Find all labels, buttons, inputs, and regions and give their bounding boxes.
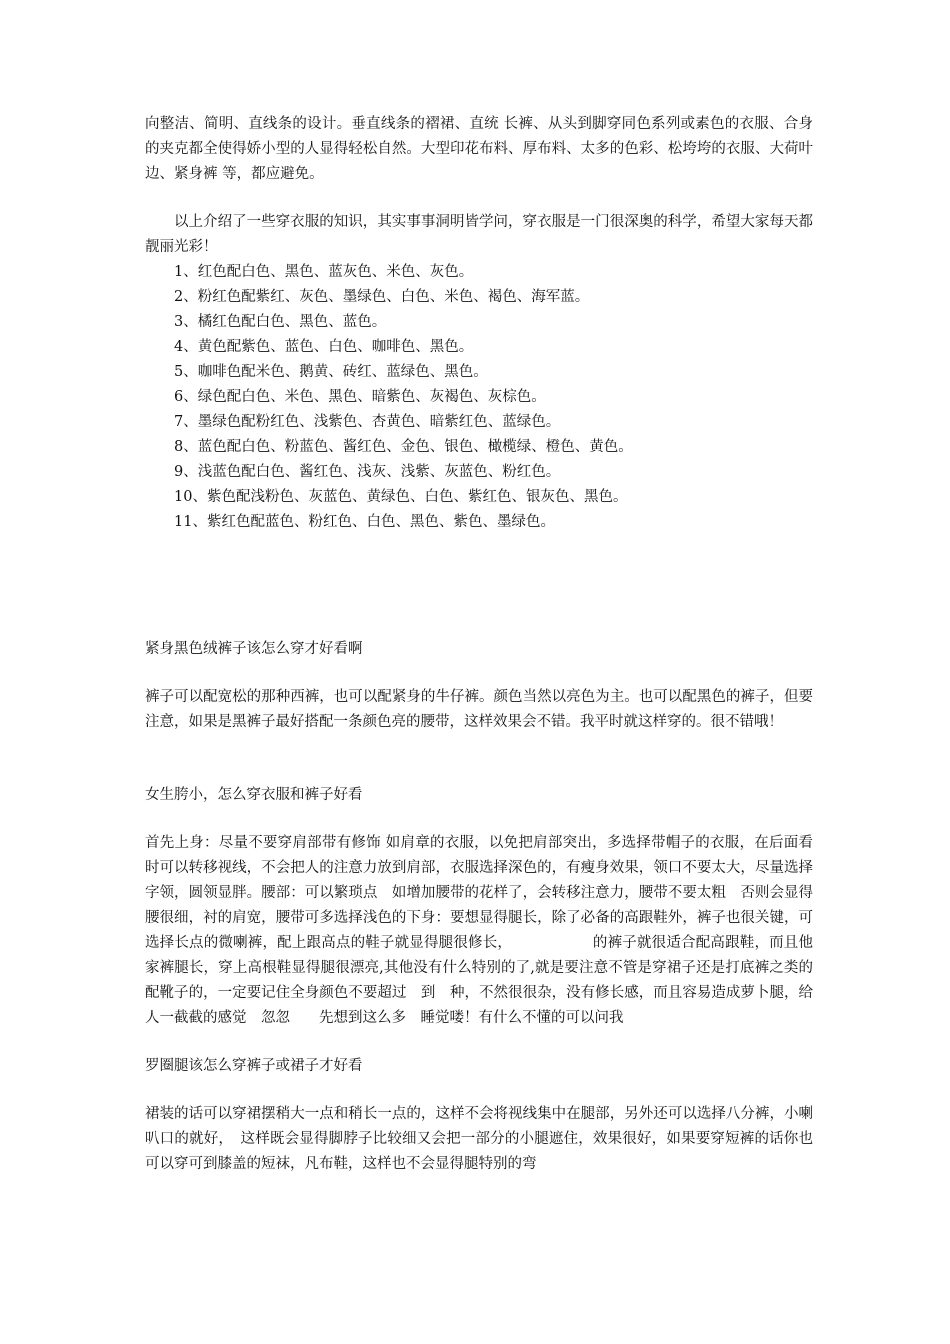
list-item: 6、绿色配白色、米色、黑色、暗紫色、灰褐色、灰棕色。 bbox=[174, 389, 546, 405]
paragraph-black-velvet-pants: 裤子可以配宽松的那种西裤，也可以配紧身的牛仔裤。颜色当然以亮色为主。也可以配黑色的裤子，但要注意，如果是黑裤子最好搭配一条颜色亮的腰带，这样效果会不错。我平时就这样穿的。很不错哦！ bbox=[145, 689, 813, 730]
list-item: 2、粉红色配紫红、灰色、墨绿色、白色、米色、褐色、海军蓝。 bbox=[174, 289, 590, 305]
spacer bbox=[145, 662, 813, 685]
paragraph-bow-legs: 裙装的话可以穿裙摆稍大一点和稍长一点的，这样不会将视线集中在腿部，另外还可以选择八分裤，小喇叭口的就好， 这样既会显得脚脖子比较细又会把一部分的小腿遮住，效果很好，如果要穿短裤的话你也可以穿可到膝盖的短袜，凡布鞋，这样也不会显得腿特别的弯 bbox=[145, 1106, 813, 1172]
list-item: 7、墨绿色配粉红色、浅紫色、杏黄色、暗紫红色、蓝绿色。 bbox=[174, 414, 561, 430]
heading-black-velvet-pants: 紧身黑色绒裤子该怎么穿才好看啊 bbox=[145, 641, 363, 657]
list-item: 3、橘红色配白色、黑色、蓝色。 bbox=[174, 314, 387, 330]
list-item: 11、紫红色配蓝色、粉红色、白色、黑色、紫色、墨绿色。 bbox=[174, 514, 555, 530]
spacer bbox=[145, 808, 813, 831]
spacer bbox=[145, 735, 813, 783]
document-page bbox=[145, 112, 828, 1177]
paragraph-clothing-tips-end: 向整洁、简明、直线条的设计。垂直线条的褶裙、直统 长裤、从头到脚穿同色系列或素色的衣服、合身的夹克都全使得娇小型的人显得轻松自然。大型印花布料、厚布料、太多的色彩、松垮垮的衣服、大荷叶边、紧身裤 等，都应避免。 bbox=[145, 116, 813, 182]
paragraph-summary: 以上介绍了一些穿衣服的知识，其实事事洞明皆学问，穿衣服是一门很深奥的科学，希望大家每天都靓丽光彩！ bbox=[145, 214, 813, 255]
spacer bbox=[145, 1079, 813, 1102]
heading-narrow-hips: 女生胯小，怎么穿衣服和裤子好看 bbox=[145, 787, 363, 803]
list-item: 1、红色配白色、黑色、蓝灰色、米色、灰色。 bbox=[174, 264, 474, 280]
list-item: 8、蓝色配白色、粉蓝色、酱红色、金色、银色、橄榄绿、橙色、黄色。 bbox=[174, 439, 633, 455]
spacer bbox=[145, 535, 813, 637]
list-item: 5、咖啡色配米色、鹅黄、砖红、蓝绿色、黑色。 bbox=[174, 364, 488, 380]
paragraph-narrow-hips: 首先上身：尽量不要穿肩部带有修饰 如肩章的衣服，以免把肩部突出，多选择带帽子的衣服，在后面看时可以转移视线，不会把人的注意力放到肩部，衣服选择深色的，有瘦身效果，领口不要太大，尽量选择 字领，圆领显胖。腰部：可以繁琐点 如增加腰带的花样了，会转移注意力，腰带不要太粗 否则会显得腰很细，衬的肩宽，腰带可多选择浅色的下身：要想显得腿长，除了必备的高跟鞋外，裤子也很关键，可选择长点的微喇裤，配上跟高点的鞋子就显得腿很修长， 的裤子就很适合配高跟鞋，而且他家裤腿长，穿上高根鞋显得腿很漂亮,其他没有什么特别的了,就是要注意不管是穿裙子还是打底裤之类的配靴子的，一定要记住全身颜色不要超过 到 种，不然很很杂，没有修长感，而且容易造成萝卜腿，给人一截截的感觉 忽忽 先想到这么多 睡觉喽！有什么不懂的可以问我 bbox=[145, 835, 828, 1026]
list-item: 10、紫色配浅粉色、灰蓝色、黄绿色、白色、紫红色、银灰色、黑色。 bbox=[174, 489, 628, 505]
color-matching-list bbox=[145, 260, 813, 535]
spacer bbox=[145, 187, 813, 210]
heading-bow-legs: 罗圈腿该怎么穿裤子或裙子才好看 bbox=[145, 1058, 363, 1074]
list-item: 9、浅蓝色配白色、酱红色、浅灰、浅紫、灰蓝色、粉红色。 bbox=[174, 464, 561, 480]
list-item: 4、黄色配紫色、蓝色、白色、咖啡色、黑色。 bbox=[174, 339, 474, 355]
spacer bbox=[145, 1031, 813, 1054]
